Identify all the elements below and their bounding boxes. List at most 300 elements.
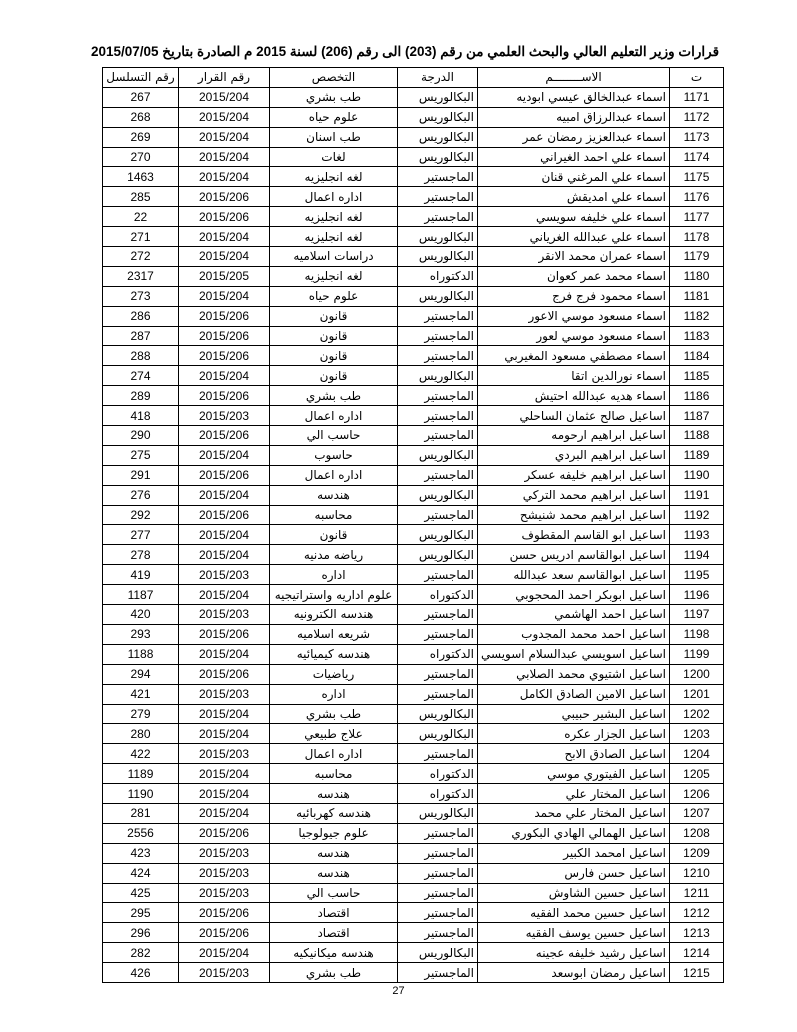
- row-index-cell: 1178: [670, 227, 724, 247]
- row-serial-number-cell: 424: [103, 863, 179, 883]
- table-row: [103, 843, 724, 863]
- row-degree-cell: البكالوريس: [398, 366, 478, 386]
- row-serial-number-cell: 425: [103, 883, 179, 903]
- row-index-cell: 1202: [670, 704, 724, 724]
- row-degree-cell: الدكتوراه: [398, 764, 478, 784]
- table-row: [103, 107, 724, 127]
- row-specialty-cell: قانون: [270, 346, 398, 366]
- row-serial-number-cell: 272: [103, 247, 179, 267]
- row-specialty-cell: هندسه: [270, 784, 398, 804]
- row-index-cell: 1187: [670, 406, 724, 426]
- row-index-cell: 1215: [670, 963, 724, 983]
- row-name-cell: اساعيل اشتيوي محمد الصلابي: [478, 664, 670, 684]
- column-header-degree: الدرجة: [398, 68, 478, 88]
- row-specialty-cell: هندسه كهربائيه: [270, 803, 398, 823]
- row-specialty-cell: علوم جيولوجيا: [270, 823, 398, 843]
- row-specialty-cell: هندسه ميكانيكيه: [270, 943, 398, 963]
- row-degree-cell: الماجستير: [398, 386, 478, 406]
- row-index-cell: 1206: [670, 784, 724, 804]
- row-index-cell: 1192: [670, 505, 724, 525]
- row-serial-number-cell: 273: [103, 286, 179, 306]
- row-name-cell: اسماء محمود فرج فرج: [478, 286, 670, 306]
- table-row: [103, 545, 724, 565]
- row-name-cell: اسماء عبدالخالق عيسي ابوديه: [478, 87, 670, 107]
- row-serial-number-cell: 422: [103, 744, 179, 764]
- row-decision-number-cell: 2015/203: [179, 684, 270, 704]
- table-row: [103, 426, 724, 446]
- table-row: [103, 485, 724, 505]
- row-index-cell: 1199: [670, 644, 724, 664]
- row-specialty-cell: علوم حياه: [270, 286, 398, 306]
- table-row: [103, 346, 724, 366]
- row-decision-number-cell: 2015/206: [179, 465, 270, 485]
- row-serial-number-cell: 295: [103, 903, 179, 923]
- table-row: [103, 247, 724, 267]
- row-name-cell: اساعيل حسن فارس: [478, 863, 670, 883]
- row-serial-number-cell: 1187: [103, 585, 179, 605]
- row-index-cell: 1203: [670, 724, 724, 744]
- table-row: [103, 764, 724, 784]
- row-degree-cell: الماجستير: [398, 505, 478, 525]
- records-table: [102, 67, 724, 983]
- row-decision-number-cell: 2015/204: [179, 366, 270, 386]
- row-name-cell: اساعيل صالح عثمان الساحلي: [478, 406, 670, 426]
- row-name-cell: اساعيل ابوالقاسم سعد عبدالله: [478, 565, 670, 585]
- row-decision-number-cell: 2015/204: [179, 704, 270, 724]
- table-row: [103, 784, 724, 804]
- table-row: [103, 266, 724, 286]
- row-degree-cell: الماجستير: [398, 923, 478, 943]
- table-row: [103, 903, 724, 923]
- table-row: [103, 306, 724, 326]
- row-degree-cell: الماجستير: [398, 207, 478, 227]
- row-degree-cell: الماجستير: [398, 326, 478, 346]
- table-row: [103, 386, 724, 406]
- row-index-cell: 1185: [670, 366, 724, 386]
- row-index-cell: 1181: [670, 286, 724, 306]
- row-index-cell: 1179: [670, 247, 724, 267]
- row-specialty-cell: لغه انجليزيه: [270, 266, 398, 286]
- row-index-cell: 1205: [670, 764, 724, 784]
- row-decision-number-cell: 2015/206: [179, 187, 270, 207]
- row-serial-number-cell: 278: [103, 545, 179, 565]
- row-serial-number-cell: 1463: [103, 167, 179, 187]
- row-decision-number-cell: 2015/204: [179, 485, 270, 505]
- table-row: [103, 227, 724, 247]
- table-row: [103, 167, 724, 187]
- row-decision-number-cell: 2015/206: [179, 386, 270, 406]
- row-name-cell: اساعيل احمد الهاشمي: [478, 605, 670, 625]
- row-specialty-cell: علوم اداريه واستراتيجيه: [270, 585, 398, 605]
- table-row: [103, 943, 724, 963]
- row-name-cell: اسماء مسعود موسي لعور: [478, 326, 670, 346]
- row-decision-number-cell: 2015/204: [179, 784, 270, 804]
- row-specialty-cell: رياضيات: [270, 664, 398, 684]
- row-index-cell: 1200: [670, 664, 724, 684]
- row-specialty-cell: اداره: [270, 565, 398, 585]
- row-index-cell: 1194: [670, 545, 724, 565]
- row-index-cell: 1213: [670, 923, 724, 943]
- row-degree-cell: البكالوريس: [398, 724, 478, 744]
- row-name-cell: اساعيل الامين الصادق الكامل: [478, 684, 670, 704]
- table-row: [103, 963, 724, 983]
- row-serial-number-cell: 289: [103, 386, 179, 406]
- row-degree-cell: البكالوريس: [398, 227, 478, 247]
- table-header-row: [103, 68, 724, 88]
- row-specialty-cell: لغه انجليزيه: [270, 167, 398, 187]
- row-specialty-cell: طب بشري: [270, 704, 398, 724]
- row-index-cell: 1211: [670, 883, 724, 903]
- row-serial-number-cell: 276: [103, 485, 179, 505]
- row-degree-cell: الماجستير: [398, 684, 478, 704]
- row-name-cell: اساعيل ابراهيم محمد التركي: [478, 485, 670, 505]
- row-name-cell: اساعيل البشير حبيبي: [478, 704, 670, 724]
- row-index-cell: 1191: [670, 485, 724, 505]
- table-row: [103, 505, 724, 525]
- table-row: [103, 187, 724, 207]
- row-decision-number-cell: 2015/204: [179, 585, 270, 605]
- row-specialty-cell: لغات: [270, 147, 398, 167]
- row-index-cell: 1180: [670, 266, 724, 286]
- row-index-cell: 1210: [670, 863, 724, 883]
- table-row: [103, 923, 724, 943]
- row-degree-cell: الماجستير: [398, 167, 478, 187]
- row-name-cell: اساعيل ابوبكر احمد المحجوبي: [478, 585, 670, 605]
- row-decision-number-cell: 2015/203: [179, 744, 270, 764]
- row-name-cell: اساعيل ابراهيم ارحومه: [478, 426, 670, 446]
- table-row: [103, 465, 724, 485]
- row-degree-cell: البكالوريس: [398, 525, 478, 545]
- row-index-cell: 1188: [670, 426, 724, 446]
- table-row: [103, 445, 724, 465]
- row-decision-number-cell: 2015/206: [179, 664, 270, 684]
- row-name-cell: اساعيل المختار علي: [478, 784, 670, 804]
- row-specialty-cell: حاسب الي: [270, 426, 398, 446]
- row-degree-cell: البكالوريس: [398, 704, 478, 724]
- row-name-cell: اساعيل الفيتوري موسي: [478, 764, 670, 784]
- row-decision-number-cell: 2015/206: [179, 306, 270, 326]
- column-header-serial-number: رقم التسلسل: [103, 68, 179, 88]
- row-name-cell: اساعيل المختار علي محمد: [478, 803, 670, 823]
- row-index-cell: 1190: [670, 465, 724, 485]
- row-degree-cell: الماجستير: [398, 963, 478, 983]
- row-index-cell: 1183: [670, 326, 724, 346]
- row-name-cell: اساعيل رمضان ابوسعد: [478, 963, 670, 983]
- row-serial-number-cell: 420: [103, 605, 179, 625]
- table-body: [103, 87, 724, 982]
- row-degree-cell: الماجستير: [398, 346, 478, 366]
- row-decision-number-cell: 2015/204: [179, 644, 270, 664]
- table-row: [103, 644, 724, 664]
- row-decision-number-cell: 2015/204: [179, 107, 270, 127]
- row-index-cell: 1177: [670, 207, 724, 227]
- row-index-cell: 1195: [670, 565, 724, 585]
- row-serial-number-cell: 1189: [103, 764, 179, 784]
- row-name-cell: اسماء علي عبدالله الغرياني: [478, 227, 670, 247]
- row-serial-number-cell: 290: [103, 426, 179, 446]
- row-name-cell: اساعيل ابراهيم خليفه عسكر: [478, 465, 670, 485]
- table-row: [103, 565, 724, 585]
- row-index-cell: 1208: [670, 823, 724, 843]
- row-degree-cell: الماجستير: [398, 903, 478, 923]
- table-row: [103, 704, 724, 724]
- row-index-cell: 1193: [670, 525, 724, 545]
- row-specialty-cell: طب بشري: [270, 386, 398, 406]
- row-specialty-cell: اداره: [270, 684, 398, 704]
- table-row: [103, 605, 724, 625]
- row-decision-number-cell: 2015/204: [179, 127, 270, 147]
- row-degree-cell: الدكتوراه: [398, 585, 478, 605]
- column-header-index: ت: [670, 68, 724, 88]
- row-serial-number-cell: 22: [103, 207, 179, 227]
- row-serial-number-cell: 1190: [103, 784, 179, 804]
- row-specialty-cell: قانون: [270, 326, 398, 346]
- row-serial-number-cell: 275: [103, 445, 179, 465]
- row-degree-cell: الماجستير: [398, 624, 478, 644]
- row-degree-cell: الماجستير: [398, 744, 478, 764]
- row-name-cell: اساعيل امحمد الكبير: [478, 843, 670, 863]
- row-name-cell: اسماء محمد عمر كعوان: [478, 266, 670, 286]
- row-index-cell: 1196: [670, 585, 724, 605]
- row-specialty-cell: رياضه مدنيه: [270, 545, 398, 565]
- table-row: [103, 883, 724, 903]
- row-name-cell: اساعيل اسويسي عبدالسلام اسويسي: [478, 644, 670, 664]
- row-index-cell: 1176: [670, 187, 724, 207]
- row-decision-number-cell: 2015/203: [179, 843, 270, 863]
- row-name-cell: اساعيل ابراهيم البردي: [478, 445, 670, 465]
- row-decision-number-cell: 2015/204: [179, 286, 270, 306]
- row-name-cell: اساعيل الصادق الابح: [478, 744, 670, 764]
- row-decision-number-cell: 2015/206: [179, 326, 270, 346]
- row-degree-cell: الماجستير: [398, 883, 478, 903]
- row-specialty-cell: طب بشري: [270, 963, 398, 983]
- row-serial-number-cell: 267: [103, 87, 179, 107]
- row-specialty-cell: قانون: [270, 525, 398, 545]
- row-degree-cell: الماجستير: [398, 565, 478, 585]
- row-serial-number-cell: 1188: [103, 644, 179, 664]
- row-decision-number-cell: 2015/204: [179, 167, 270, 187]
- table-row: [103, 207, 724, 227]
- row-name-cell: اساعيل رشيد خليفه عجينه: [478, 943, 670, 963]
- row-name-cell: اساعيل ابراهيم محمد شنيشح: [478, 505, 670, 525]
- table-row: [103, 863, 724, 883]
- row-serial-number-cell: 282: [103, 943, 179, 963]
- row-decision-number-cell: 2015/203: [179, 963, 270, 983]
- row-serial-number-cell: 418: [103, 406, 179, 426]
- row-decision-number-cell: 2015/206: [179, 624, 270, 644]
- row-decision-number-cell: 2015/203: [179, 406, 270, 426]
- row-name-cell: اسماء علي المرغني قنان: [478, 167, 670, 187]
- row-index-cell: 1174: [670, 147, 724, 167]
- row-serial-number-cell: 421: [103, 684, 179, 704]
- table-row: [103, 406, 724, 426]
- table-row: [103, 585, 724, 605]
- row-degree-cell: الماجستير: [398, 863, 478, 883]
- row-name-cell: اسماء عبدالعزيز رمضان عمر: [478, 127, 670, 147]
- row-serial-number-cell: 419: [103, 565, 179, 585]
- row-index-cell: 1209: [670, 843, 724, 863]
- row-serial-number-cell: 426: [103, 963, 179, 983]
- row-decision-number-cell: 2015/204: [179, 724, 270, 744]
- row-index-cell: 1214: [670, 943, 724, 963]
- row-name-cell: اسماء هديه عبدالله احتيش: [478, 386, 670, 406]
- row-decision-number-cell: 2015/206: [179, 903, 270, 923]
- row-decision-number-cell: 2015/206: [179, 923, 270, 943]
- row-serial-number-cell: 269: [103, 127, 179, 147]
- row-serial-number-cell: 291: [103, 465, 179, 485]
- row-decision-number-cell: 2015/204: [179, 943, 270, 963]
- row-index-cell: 1186: [670, 386, 724, 406]
- row-decision-number-cell: 2015/204: [179, 147, 270, 167]
- row-index-cell: 1173: [670, 127, 724, 147]
- row-specialty-cell: لغه انجليزيه: [270, 227, 398, 247]
- row-name-cell: اسماء علي خليفه سويسي: [478, 207, 670, 227]
- row-decision-number-cell: 2015/205: [179, 266, 270, 286]
- row-degree-cell: الماجستير: [398, 664, 478, 684]
- row-serial-number-cell: 285: [103, 187, 179, 207]
- row-decision-number-cell: 2015/204: [179, 445, 270, 465]
- row-name-cell: اسماء مصطفي مسعود المغيربي: [478, 346, 670, 366]
- row-decision-number-cell: 2015/206: [179, 505, 270, 525]
- row-specialty-cell: قانون: [270, 366, 398, 386]
- row-specialty-cell: هندسه: [270, 485, 398, 505]
- row-specialty-cell: حاسوب: [270, 445, 398, 465]
- row-decision-number-cell: 2015/203: [179, 863, 270, 883]
- row-index-cell: 1212: [670, 903, 724, 923]
- row-name-cell: اسماء عبدالرزاق امبيه: [478, 107, 670, 127]
- row-decision-number-cell: 2015/204: [179, 87, 270, 107]
- row-specialty-cell: علوم حياه: [270, 107, 398, 127]
- row-decision-number-cell: 2015/206: [179, 426, 270, 446]
- page-number: 27: [392, 985, 405, 997]
- row-specialty-cell: لغه انجليزيه: [270, 207, 398, 227]
- row-specialty-cell: دراسات اسلاميه: [270, 247, 398, 267]
- row-degree-cell: البكالوريس: [398, 127, 478, 147]
- row-name-cell: اساعيل ابو القاسم المقطوف: [478, 525, 670, 545]
- row-serial-number-cell: 277: [103, 525, 179, 545]
- row-serial-number-cell: 286: [103, 306, 179, 326]
- row-degree-cell: البكالوريس: [398, 445, 478, 465]
- row-specialty-cell: هندسه: [270, 843, 398, 863]
- row-degree-cell: البكالوريس: [398, 286, 478, 306]
- row-serial-number-cell: 292: [103, 505, 179, 525]
- row-degree-cell: البكالوريس: [398, 87, 478, 107]
- row-specialty-cell: اقتصاد: [270, 903, 398, 923]
- row-degree-cell: الماجستير: [398, 843, 478, 863]
- table-row: [103, 366, 724, 386]
- row-serial-number-cell: 294: [103, 664, 179, 684]
- row-name-cell: اساعيل ابوالقاسم ادريس حسن: [478, 545, 670, 565]
- row-degree-cell: البكالوريس: [398, 943, 478, 963]
- row-name-cell: اساعيل حسين يوسف الفقيه: [478, 923, 670, 943]
- row-name-cell: اساعيل الجزار عكره: [478, 724, 670, 744]
- row-decision-number-cell: 2015/204: [179, 764, 270, 784]
- row-specialty-cell: محاسبه: [270, 764, 398, 784]
- row-specialty-cell: اداره اعمال: [270, 744, 398, 764]
- row-specialty-cell: هندسه كيميائيه: [270, 644, 398, 664]
- row-specialty-cell: اقتصاد: [270, 923, 398, 943]
- row-serial-number-cell: 2556: [103, 823, 179, 843]
- row-degree-cell: الماجستير: [398, 605, 478, 625]
- row-degree-cell: البكالوريس: [398, 247, 478, 267]
- row-index-cell: 1182: [670, 306, 724, 326]
- row-degree-cell: البكالوريس: [398, 107, 478, 127]
- row-decision-number-cell: 2015/203: [179, 605, 270, 625]
- row-decision-number-cell: 2015/204: [179, 247, 270, 267]
- table-row: [103, 823, 724, 843]
- table-row: [103, 744, 724, 764]
- row-serial-number-cell: 423: [103, 843, 179, 863]
- row-name-cell: اسماء عمران محمد الانقر: [478, 247, 670, 267]
- row-specialty-cell: هندسه: [270, 863, 398, 883]
- row-decision-number-cell: 2015/206: [179, 207, 270, 227]
- row-serial-number-cell: 281: [103, 803, 179, 823]
- row-decision-number-cell: 2015/203: [179, 883, 270, 903]
- row-specialty-cell: اداره اعمال: [270, 406, 398, 426]
- row-index-cell: 1204: [670, 744, 724, 764]
- row-specialty-cell: حاسب الي: [270, 883, 398, 903]
- row-degree-cell: الماجستير: [398, 187, 478, 207]
- row-index-cell: 1175: [670, 167, 724, 187]
- row-serial-number-cell: 279: [103, 704, 179, 724]
- row-decision-number-cell: 2015/204: [179, 803, 270, 823]
- row-specialty-cell: طب اسنان: [270, 127, 398, 147]
- row-degree-cell: الماجستير: [398, 306, 478, 326]
- row-degree-cell: البكالوريس: [398, 803, 478, 823]
- row-degree-cell: البكالوريس: [398, 545, 478, 565]
- table-row: [103, 326, 724, 346]
- row-index-cell: 1184: [670, 346, 724, 366]
- row-decision-number-cell: 2015/204: [179, 545, 270, 565]
- row-name-cell: اسماء علي امديقش: [478, 187, 670, 207]
- row-degree-cell: الدكتوراه: [398, 784, 478, 804]
- row-specialty-cell: هندسه الكترونيه: [270, 605, 398, 625]
- row-index-cell: 1207: [670, 803, 724, 823]
- row-serial-number-cell: 280: [103, 724, 179, 744]
- row-index-cell: 1172: [670, 107, 724, 127]
- row-name-cell: اساعيل حسين الشاوش: [478, 883, 670, 903]
- row-index-cell: 1201: [670, 684, 724, 704]
- row-name-cell: اسماء علي احمد الغيراني: [478, 147, 670, 167]
- row-decision-number-cell: 2015/203: [179, 565, 270, 585]
- row-name-cell: اساعيل حسين محمد الفقيه: [478, 903, 670, 923]
- row-degree-cell: الدكتوراه: [398, 266, 478, 286]
- row-index-cell: 1171: [670, 87, 724, 107]
- table-row: [103, 684, 724, 704]
- row-specialty-cell: اداره اعمال: [270, 465, 398, 485]
- row-name-cell: اسماء مسعود موسي الاعور: [478, 306, 670, 326]
- row-serial-number-cell: 288: [103, 346, 179, 366]
- table-row: [103, 803, 724, 823]
- row-serial-number-cell: 296: [103, 923, 179, 943]
- row-decision-number-cell: 2015/204: [179, 227, 270, 247]
- row-index-cell: 1189: [670, 445, 724, 465]
- row-degree-cell: الماجستير: [398, 823, 478, 843]
- row-degree-cell: الماجستير: [398, 406, 478, 426]
- table-row: [103, 87, 724, 107]
- row-specialty-cell: قانون: [270, 306, 398, 326]
- row-specialty-cell: اداره اعمال: [270, 187, 398, 207]
- row-degree-cell: البكالوريس: [398, 147, 478, 167]
- row-name-cell: اساعيل الهمالي الهادي البكوري: [478, 823, 670, 843]
- row-specialty-cell: طب بشري: [270, 87, 398, 107]
- row-degree-cell: البكالوريس: [398, 485, 478, 505]
- row-degree-cell: الماجستير: [398, 426, 478, 446]
- row-decision-number-cell: 2015/206: [179, 346, 270, 366]
- row-serial-number-cell: 274: [103, 366, 179, 386]
- row-degree-cell: الماجستير: [398, 465, 478, 485]
- column-header-decision-number: رقم القرار: [179, 68, 270, 88]
